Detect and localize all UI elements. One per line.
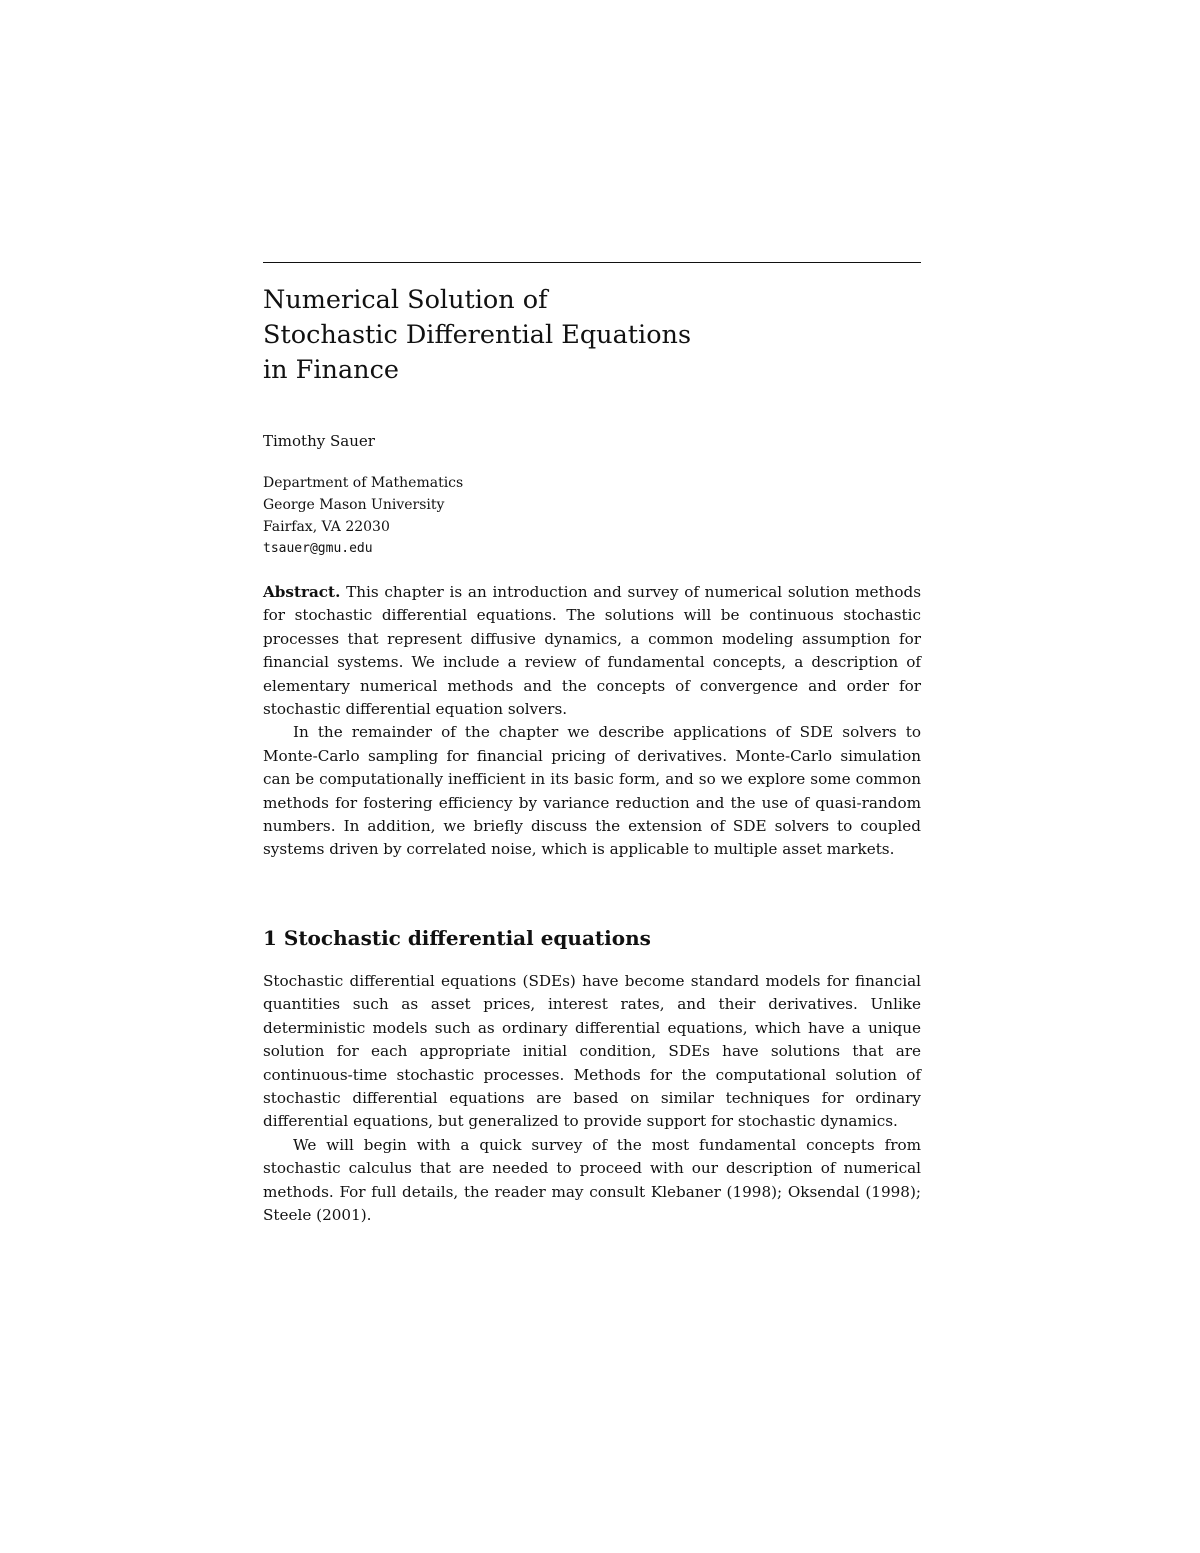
author-email[interactable]: tsauer@gmu.edu bbox=[263, 541, 373, 556]
abstract-paragraph-2: In the remainder of the chapter we describe applications of SDE solvers to Monte-Carlo sampling for financial pricing of derivatives. Monte-Carlo simulation can be computationally inefficient in its basic form, and so we explore some common methods for fostering efficiency by variance reduction and the use of quasi-random numbers. In addition, we briefly discuss the extension of SDE solvers to coupled systems driven by correlated noise, which is applicable to multiple asset markets. bbox=[263, 723, 921, 859]
author-affiliation bbox=[263, 472, 463, 560]
affiliation-university: George Mason University bbox=[263, 497, 445, 513]
section-1 bbox=[263, 924, 921, 1227]
affiliation-department: Department of Mathematics bbox=[263, 475, 464, 491]
abstract-label: Abstract. bbox=[263, 583, 341, 601]
title-line-1: Numerical Solution of bbox=[263, 285, 548, 315]
section-heading: 1 Stochastic differential equations bbox=[263, 926, 651, 950]
abstract-text-1: This chapter is an introduction and survey of numerical solution methods for stochastic differential equations. The solutions will be continuous stochastic processes that represent diffusive dynamics, a common modeling assumption for financial systems. We include a review of fundamental concepts, a description of elementary numerical methods and the concepts of convergence and order for stochastic differential equation solvers. bbox=[263, 583, 922, 719]
abstract bbox=[263, 581, 921, 862]
section-paragraph-2: We will begin with a quick survey of the most fundamental concepts from stochastic calculus that are needed to proceed with our description of numerical methods. For full details, the reader may consult Klebaner (1998); Oksendal (1998); Steele (2001). bbox=[263, 1135, 921, 1225]
title-line-2: Stochastic Differential Equations bbox=[263, 320, 692, 350]
author-name: Timothy Sauer bbox=[263, 432, 375, 450]
header-rule bbox=[263, 262, 921, 263]
affiliation-address: Fairfax, VA 22030 bbox=[263, 519, 390, 535]
section-body bbox=[263, 970, 921, 1227]
paper-title bbox=[263, 283, 921, 388]
paper-page bbox=[263, 0, 921, 1553]
section-paragraph-1: Stochastic differential equations (SDEs) have become standard models for financial quantities such as asset prices, interest rates, and their derivatives. Unlike deterministic models such as ordinary differential equations, which have a unique solution for each appropriate initial condition, SDEs have solutions that are continuous-time stochastic processes. Methods for the computational solution of stochastic differential equations are based on similar techniques for ordinary differential equations, but generalized to provide support for stochastic dynamics. bbox=[263, 972, 921, 1131]
abstract-paragraph-1 bbox=[263, 581, 921, 721]
title-line-3: in Finance bbox=[263, 355, 399, 385]
